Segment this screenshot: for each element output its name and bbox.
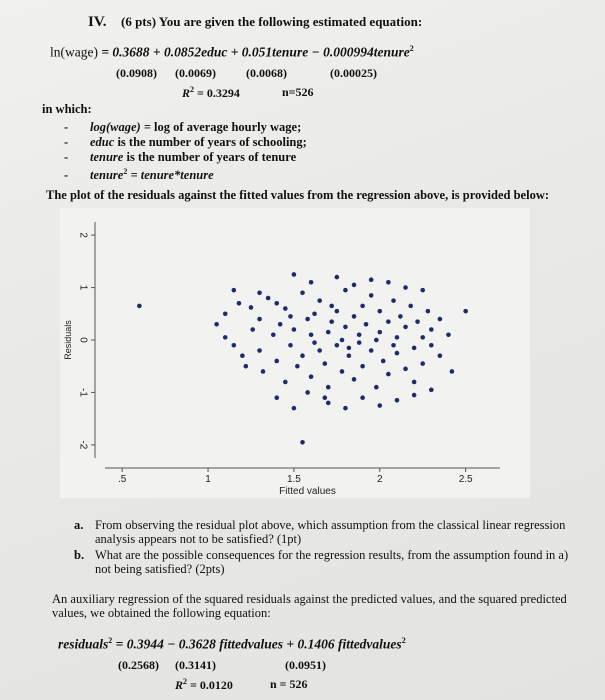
scatter-point [369,348,374,353]
scatter-point [305,317,310,322]
scatter-point [357,340,362,345]
question-a: a. From observing the residual plot above, which assumption from the classical linear regression analysis appears not to be satisfied? (1pt) [74,518,566,546]
scatter-point [347,346,352,351]
sample-size: n=526 [282,85,314,99]
definition-item: - tenure$^2$ = tenure*tenure [64,167,214,183]
main-equation [50,44,414,61]
scatter-point [381,359,386,364]
scatter-point [278,322,283,327]
scatter-point [329,319,334,324]
scatter-point [283,380,288,385]
r2-sup: 2 [190,85,195,94]
scatter-point [274,301,279,306]
scatter-point [352,283,357,288]
scatter-point [288,314,293,319]
scatter-point [369,293,374,298]
scatter-point [240,353,245,358]
scatter-point [335,275,340,280]
scatter-point [271,332,276,337]
scatter-point [391,298,396,303]
scatter-point [250,327,255,332]
scatter-point [403,325,408,330]
scatter-point [369,277,374,282]
scatter-point [300,353,305,358]
scatter-point [223,335,228,340]
scatter-point [438,353,443,358]
scatter-point [429,327,434,332]
aux-lhs-sup: 2 [108,636,113,645]
scatter-point [335,343,340,348]
r2-value: = 0.3294 [194,86,240,100]
aux-lhs: residuals [58,636,109,652]
scatter-point [420,361,425,366]
scatter-point [429,343,434,348]
scatter-point [398,314,403,319]
x-tick-label: 1.5 [286,474,301,485]
scatter-point [386,372,391,377]
scatter-point [343,325,348,330]
scatter-point [450,369,455,374]
scatter-point [223,311,228,316]
scatter-point [446,332,451,337]
plot-intro: The plot of the residuals against the fitted values from the regression above, is provided below: [46,188,550,202]
scatter-point [420,288,425,293]
definition-item: - log(wage) = log of average hourly wage; [64,120,302,134]
scatter-point [214,322,219,327]
scatter-point [292,327,297,332]
scatter-point [312,311,317,316]
scatter-point [232,288,237,293]
scatter-point [292,272,297,277]
scatter-point [326,330,331,335]
scatter-point [403,367,408,372]
y-tick-label: 1 [77,284,89,291]
scatter-point [309,332,314,337]
scatter-point [317,298,322,303]
x-axis-label: Fitted values [279,486,336,497]
equation-lhs: ln(wage) [50,44,98,60]
scatter-point [292,406,297,411]
scatter-point [232,343,237,348]
scatter-point [395,351,400,356]
scatter-point [374,385,379,390]
scatter-point [309,280,314,285]
scatter-point [352,377,357,382]
scatter-point [300,440,305,445]
aux-se-3: (0.0951) [285,658,326,672]
aux-equation [58,636,406,653]
scatter-point [326,385,331,390]
scatter-point [305,390,310,395]
scatter-point [352,314,357,319]
aux-rhs-sup: 2 [401,636,406,645]
scatter-point [377,330,382,335]
scatter-point [340,338,345,343]
scatter-point [429,388,434,393]
scatter-point [360,395,365,400]
question-header [88,14,422,31]
aux-se-1: (0.2568) [118,658,159,672]
se-1: (0.0908) [116,66,157,80]
scatter-point [283,306,288,311]
scatter-point [274,395,279,400]
scatter-point [374,338,379,343]
x-tick-label: 2.5 [458,474,473,485]
scatter-point [415,319,420,324]
scatter-point [360,304,365,309]
scatter-point [391,343,396,348]
scatter-point [377,403,382,408]
scatter-point [326,401,331,406]
scatter-point [412,393,417,398]
scatter-point [323,395,328,400]
scatter-point [412,346,417,351]
scatter-point [343,288,348,293]
scatter-point [403,285,408,290]
scatter-point [257,348,262,353]
scatter-point [357,332,362,337]
scatter-point [395,398,400,403]
scatter-point [395,335,400,340]
aux-rhs: = 0.3944 − 0.3628 fittedvalues + 0.1406 fittedvalues [112,636,402,652]
scatter-point [137,304,142,309]
scatter-point [295,364,300,369]
se-2: (0.0069) [175,66,216,80]
equation-rhs-sup: 2 [409,44,414,53]
scatter-point [438,317,443,322]
scatter-point [244,364,249,369]
y-tick-label: -1 [77,387,89,397]
aux-sample-size: n = 526 [270,677,308,691]
scatter-point [426,309,431,314]
scatter-point [309,374,314,379]
r2-label: R [182,86,191,100]
scatter-point [377,309,382,314]
x-tick-label: 1 [205,474,211,485]
scatter-point [312,340,317,345]
y-tick-label: 0 [77,337,89,343]
question-number: IV. [88,14,107,30]
scatter-point [386,319,391,324]
scatter-point [463,309,468,314]
scatter-point [386,280,391,285]
y-tick-label: -2 [77,440,89,450]
scatter-point [420,335,425,340]
definitions-intro: in which: [42,102,92,116]
scatter-point [329,304,334,309]
scatter-point [266,296,271,301]
r-squared [182,85,240,101]
se-4: (0.00025) [330,66,377,80]
scatter-point [288,343,293,348]
equation-rhs: = 0.3688 + 0.0852educ + 0.051tenure − 0.000994tenure [97,44,410,60]
scatter-point [274,359,279,364]
scatter-point [343,406,348,411]
scatter-point [340,369,345,374]
scatter-point [249,305,254,310]
x-tick-label: 2 [377,474,383,485]
definition-item: - tenure is the number of years of tenure [64,150,297,164]
scatter-point [257,291,262,296]
scatter-point [364,322,369,327]
residual-scatter-plot [60,208,530,498]
scatter-point [300,291,305,296]
question-points: (6 pts) You are given the following estimated equation: [121,14,423,29]
scatter-point [317,348,322,353]
y-tick-label: 2 [77,232,89,238]
scatter-point [323,361,328,366]
scatter-point [360,364,365,369]
scatter-point [335,309,340,314]
aux-r-squared: $R^2 = 0.0120$ [175,677,233,692]
aux-se-2: (0.3141) [175,658,216,672]
x-tick-label: .5 [118,474,127,485]
scatter-point [412,380,417,385]
scatter-point [257,317,262,322]
se-3: (0.0068) [246,66,287,80]
scatter-point [347,353,352,358]
definition-item: - educ is the number of years of schooling; [64,135,307,149]
question-b: b. What are the possible consequences for the regression results, from the assumption found in a) not being satisfied? (2pts) [74,548,569,576]
scatter-point [237,301,242,306]
scatter-point [261,369,266,374]
scatter-point [408,304,413,309]
y-axis-label: Residuals [63,320,73,360]
aux-intro: An auxiliary regression of the squared residuals against the predicted values, and the squared predicted values, we obtained the following equation: [52,592,567,620]
